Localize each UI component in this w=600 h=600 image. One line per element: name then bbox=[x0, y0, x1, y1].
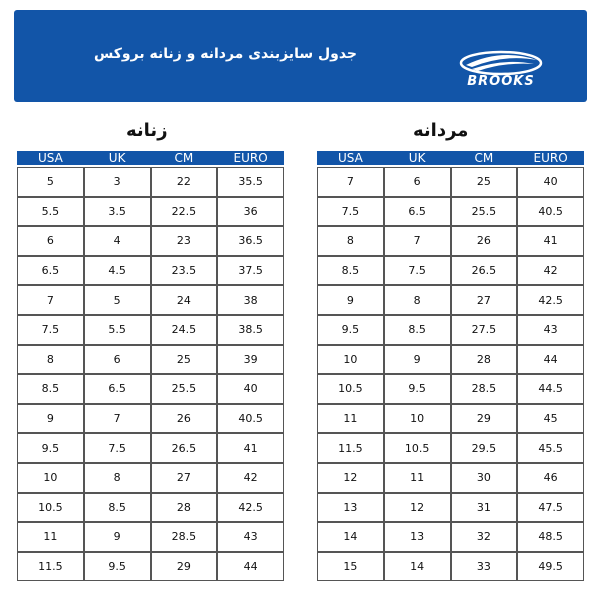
table-cell: 25.5 bbox=[451, 197, 518, 227]
table-cell: 4 bbox=[84, 226, 151, 256]
table-cell: 26.5 bbox=[451, 256, 518, 286]
table-cell: 9 bbox=[84, 522, 151, 552]
table-cell: 36 bbox=[217, 197, 284, 227]
table-cell: 27 bbox=[151, 463, 218, 493]
table-row bbox=[317, 315, 584, 345]
table-cell: 28 bbox=[451, 345, 518, 375]
table-row bbox=[17, 315, 284, 345]
table-cell: 26 bbox=[451, 226, 518, 256]
table-cell: 10 bbox=[384, 404, 451, 434]
table-cell: 29 bbox=[151, 552, 218, 582]
table-cell: 9.5 bbox=[384, 374, 451, 404]
table-row bbox=[17, 197, 284, 227]
table-cell: 6.5 bbox=[17, 256, 84, 286]
table-row bbox=[317, 522, 584, 552]
table-cell: 9.5 bbox=[17, 433, 84, 463]
column-header-usa: USA bbox=[17, 151, 84, 167]
column-header-cm: CM bbox=[451, 151, 518, 167]
table-cell: 23.5 bbox=[151, 256, 218, 286]
table-cell: 36.5 bbox=[217, 226, 284, 256]
table-row bbox=[17, 226, 284, 256]
women-header-row bbox=[17, 151, 284, 167]
table-cell: 22 bbox=[151, 167, 218, 197]
table-cell: 14 bbox=[317, 522, 384, 552]
table-cell: 12 bbox=[317, 463, 384, 493]
men-header-row bbox=[317, 151, 584, 167]
table-cell: 8 bbox=[384, 285, 451, 315]
table-row bbox=[17, 433, 284, 463]
table-cell: 9.5 bbox=[84, 552, 151, 582]
men-table-body bbox=[317, 167, 584, 581]
table-cell: 10.5 bbox=[317, 374, 384, 404]
table-cell: 11.5 bbox=[317, 433, 384, 463]
page-title: جدول سایزبندی مردانه و زنانه بروکس bbox=[93, 46, 357, 62]
table-cell: 28.5 bbox=[451, 374, 518, 404]
table-cell: 7 bbox=[84, 404, 151, 434]
table-cell: 41 bbox=[517, 226, 584, 256]
table-cell: 30 bbox=[451, 463, 518, 493]
table-cell: 32 bbox=[451, 522, 518, 552]
table-cell: 47.5 bbox=[517, 493, 584, 523]
table-cell: 8.5 bbox=[84, 493, 151, 523]
table-cell: 38 bbox=[217, 285, 284, 315]
table-cell: 41 bbox=[217, 433, 284, 463]
table-cell: 26 bbox=[151, 404, 218, 434]
brooks-logo bbox=[442, 50, 560, 90]
table-cell: 40.5 bbox=[517, 197, 584, 227]
table-row bbox=[317, 552, 584, 582]
table-cell: 3.5 bbox=[84, 197, 151, 227]
table-cell: 48.5 bbox=[517, 522, 584, 552]
table-cell: 13 bbox=[317, 493, 384, 523]
table-cell: 46 bbox=[517, 463, 584, 493]
table-cell: 37.5 bbox=[217, 256, 284, 286]
column-header-uk: UK bbox=[84, 151, 151, 167]
table-row bbox=[317, 197, 584, 227]
table-cell: 24 bbox=[151, 285, 218, 315]
table-cell: 9 bbox=[317, 285, 384, 315]
table-cell: 6 bbox=[17, 226, 84, 256]
table-cell: 8 bbox=[84, 463, 151, 493]
table-cell: 9 bbox=[17, 404, 84, 434]
table-cell: 7.5 bbox=[17, 315, 84, 345]
table-row bbox=[317, 493, 584, 523]
table-cell: 24.5 bbox=[151, 315, 218, 345]
table-cell: 11 bbox=[317, 404, 384, 434]
column-header-cm: CM bbox=[151, 151, 218, 167]
table-row bbox=[17, 167, 284, 197]
table-cell: 11 bbox=[384, 463, 451, 493]
brooks-logo-icon bbox=[442, 50, 560, 76]
men-size-table bbox=[317, 151, 584, 581]
table-cell: 27.5 bbox=[451, 315, 518, 345]
table-cell: 9 bbox=[384, 345, 451, 375]
table-cell: 35.5 bbox=[217, 167, 284, 197]
table-row bbox=[17, 463, 284, 493]
table-cell: 23 bbox=[151, 226, 218, 256]
table-row bbox=[317, 285, 584, 315]
table-row bbox=[17, 256, 284, 286]
table-row bbox=[17, 493, 284, 523]
header-banner bbox=[14, 10, 587, 102]
table-cell: 26.5 bbox=[151, 433, 218, 463]
table-row bbox=[317, 256, 584, 286]
table-row bbox=[17, 404, 284, 434]
table-cell: 11 bbox=[17, 522, 84, 552]
table-cell: 5 bbox=[84, 285, 151, 315]
brooks-logo-text: BROOKS bbox=[467, 74, 535, 89]
table-cell: 5 bbox=[17, 167, 84, 197]
table-cell: 22.5 bbox=[151, 197, 218, 227]
women-table-body bbox=[17, 167, 284, 581]
table-cell: 8 bbox=[317, 226, 384, 256]
table-cell: 44.5 bbox=[517, 374, 584, 404]
table-cell: 45 bbox=[517, 404, 584, 434]
table-cell: 43 bbox=[217, 522, 284, 552]
table-cell: 39 bbox=[217, 345, 284, 375]
table-cell: 40 bbox=[217, 374, 284, 404]
table-cell: 6.5 bbox=[384, 197, 451, 227]
table-cell: 45.5 bbox=[517, 433, 584, 463]
table-cell: 42 bbox=[217, 463, 284, 493]
table-cell: 42 bbox=[517, 256, 584, 286]
table-cell: 25 bbox=[151, 345, 218, 375]
table-cell: 42.5 bbox=[517, 285, 584, 315]
table-cell: 43 bbox=[517, 315, 584, 345]
table-cell: 29.5 bbox=[451, 433, 518, 463]
table-row bbox=[317, 404, 584, 434]
table-cell: 49.5 bbox=[517, 552, 584, 582]
table-cell: 33 bbox=[451, 552, 518, 582]
table-cell: 44 bbox=[517, 345, 584, 375]
table-cell: 8.5 bbox=[317, 256, 384, 286]
table-cell: 5.5 bbox=[84, 315, 151, 345]
table-cell: 29 bbox=[451, 404, 518, 434]
table-row bbox=[317, 463, 584, 493]
table-cell: 44 bbox=[217, 552, 284, 582]
table-cell: 10.5 bbox=[384, 433, 451, 463]
table-row bbox=[317, 167, 584, 197]
table-row bbox=[17, 522, 284, 552]
table-cell: 27 bbox=[451, 285, 518, 315]
women-size-table bbox=[17, 151, 284, 581]
table-cell: 10 bbox=[317, 345, 384, 375]
table-cell: 10.5 bbox=[17, 493, 84, 523]
table-cell: 40.5 bbox=[217, 404, 284, 434]
table-cell: 4.5 bbox=[84, 256, 151, 286]
women-heading: زنانه bbox=[126, 120, 168, 141]
table-cell: 5.5 bbox=[17, 197, 84, 227]
table-row bbox=[17, 345, 284, 375]
column-header-usa: USA bbox=[317, 151, 384, 167]
table-cell: 12 bbox=[384, 493, 451, 523]
table-cell: 3 bbox=[84, 167, 151, 197]
table-row bbox=[317, 433, 584, 463]
table-cell: 11.5 bbox=[17, 552, 84, 582]
table-row bbox=[17, 552, 284, 582]
table-cell: 25 bbox=[451, 167, 518, 197]
table-row bbox=[317, 345, 584, 375]
table-row bbox=[17, 374, 284, 404]
table-cell: 42.5 bbox=[217, 493, 284, 523]
table-cell: 8.5 bbox=[17, 374, 84, 404]
table-row bbox=[317, 374, 584, 404]
table-cell: 7.5 bbox=[317, 197, 384, 227]
table-cell: 25.5 bbox=[151, 374, 218, 404]
table-cell: 7 bbox=[17, 285, 84, 315]
men-heading: مردانه bbox=[413, 120, 469, 141]
table-row bbox=[317, 226, 584, 256]
table-cell: 8 bbox=[17, 345, 84, 375]
column-header-uk: UK bbox=[384, 151, 451, 167]
table-cell: 7 bbox=[384, 226, 451, 256]
table-cell: 28 bbox=[151, 493, 218, 523]
table-cell: 6 bbox=[384, 167, 451, 197]
table-cell: 38.5 bbox=[217, 315, 284, 345]
table-cell: 9.5 bbox=[317, 315, 384, 345]
table-cell: 7.5 bbox=[84, 433, 151, 463]
column-header-euro: EURO bbox=[217, 151, 284, 167]
table-cell: 7.5 bbox=[384, 256, 451, 286]
table-row bbox=[17, 285, 284, 315]
table-cell: 40 bbox=[517, 167, 584, 197]
table-cell: 6 bbox=[84, 345, 151, 375]
table-cell: 7 bbox=[317, 167, 384, 197]
table-cell: 8.5 bbox=[384, 315, 451, 345]
table-cell: 13 bbox=[384, 522, 451, 552]
table-cell: 31 bbox=[451, 493, 518, 523]
table-cell: 6.5 bbox=[84, 374, 151, 404]
table-cell: 10 bbox=[17, 463, 84, 493]
table-cell: 14 bbox=[384, 552, 451, 582]
column-header-euro: EURO bbox=[517, 151, 584, 167]
table-cell: 28.5 bbox=[151, 522, 218, 552]
table-cell: 15 bbox=[317, 552, 384, 582]
